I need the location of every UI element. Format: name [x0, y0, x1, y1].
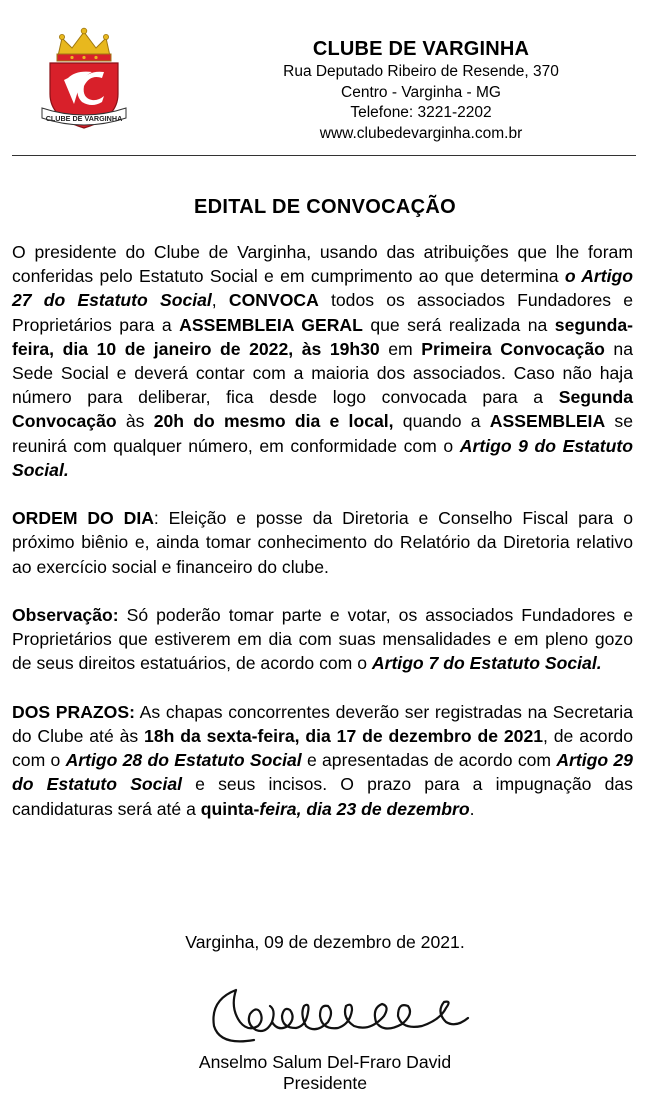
signer-block — [0, 1052, 650, 1094]
document-title: EDITAL DE CONVOCAÇÃO — [194, 196, 456, 218]
website: www.clubedevarginha.com.br — [319, 124, 523, 142]
club-name: CLUBE DE VARGINHA — [312, 38, 530, 60]
svg-text:CLUBE DE VARGINHA: CLUBE DE VARGINHA — [45, 114, 123, 123]
signer-role: Presidente — [282, 1073, 368, 1093]
letterhead — [210, 36, 632, 144]
crown-icon — [57, 28, 111, 61]
document-body — [12, 240, 633, 845]
paragraph-convocation: O presidente do Clube de Varginha, usando das atribuições que lhe foram conferidas pelo Estatuto Social e em cumprimento ao que determina o Artigo 27 do Estatuto Social, CONVOCA todos os associados Fundadores e Proprietários para a ASSEMBLEIA GERAL que será realizada na segunda-feira, dia 10 de janeiro de 2022, às 19h30 em Primeira Convocação na Sede Social e deverá contar com a maioria dos associados. Caso não haja número para deliberar, fica desde logo convocada para a Segunda Convocação às 20h do mesmo dia e local, quando a ASSEMBLEIA se reunirá com qualquer número, em conformidade com o Artigo 9 do Estatuto Social. — [12, 242, 634, 480]
signer-name: Anselmo Salum Del-Fraro David — [198, 1052, 452, 1072]
club-logo — [28, 22, 140, 134]
header-divider — [12, 155, 636, 156]
phone: Telefone: 3221-2202 — [350, 104, 492, 121]
date-line: Varginha, 09 de dezembro de 2021. — [185, 932, 465, 952]
signature-image — [200, 960, 500, 1060]
paragraph-prazos: DOS PRAZOS: As chapas concorrentes deverão ser registradas na Secretaria do Clube até às 18h da sexta-feira, dia 17 de dezembro de 2021, de acordo com o Artigo 28 do Estatuto Social e apresentadas de acordo com Artigo 29 do Estatuto Social e seus incisos. O prazo para a impugnação das candidaturas será até a quinta-feira, dia 23 de dezembro. — [12, 701, 633, 819]
svg-text:VC: VC — [83, 96, 85, 97]
paragraph-observacao: Observação: Só poderão tomar parte e votar, os associados Fundadores e Proprietários que estiverem em dia com suas mensalidades e em pleno gozo de seus direitos estatuários, de acordo com o Artigo 7 do Estatuto Social. — [12, 605, 633, 674]
paragraph-ordem-do-dia: ORDEM DO DIA: Eleição e posse da Diretoria e Conselho Fiscal para o próximo biênio e, ainda tomar conhecimento do Relatório da Diretoria relativo ao exercício social e financeiro do clube. — [12, 508, 633, 577]
address-line1: Rua Deputado Ribeiro de Resende, 370 — [283, 63, 559, 80]
address-line2: Centro - Varginha - MG — [341, 83, 501, 101]
